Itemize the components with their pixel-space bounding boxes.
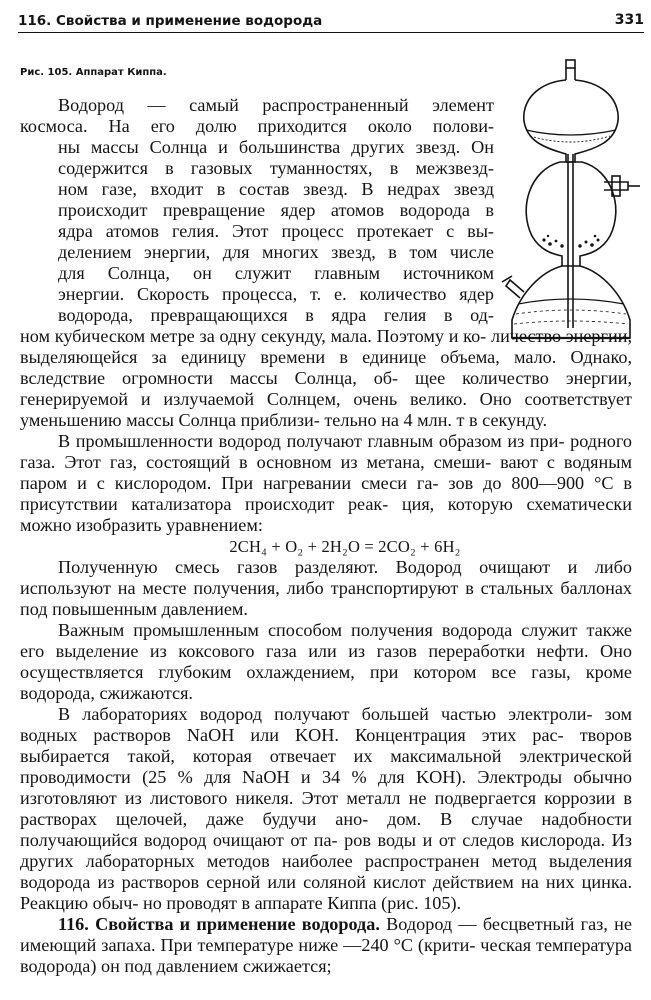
text-line: ном газе, входит в состав звезд. В недрах звезд xyxy=(58,179,494,199)
paragraph-electrolysis: В лабораториях водород получают большей частью электроли- зом водных растворов NaOH или KOH. Концентрация этих рас- творов выбирается такой, которая отвечает их максимальной электрической проводимости (25 % для NaOH и 34 % для KOH). Электроды обычно изготовляют из листового никеля. Этот металл не подвергается коррозии в растворах щелочей, даже будучи ано- дом. В случае надобности получающийся водород очищают от па- ров воды и от следов кислорода. Из других лабораторных методов наиболее распространен метод выделения водорода из растворов серной или соляной кислот действием на них цинка. Реакцию обыч- но проводят в аппарате Киппа (рис. 105). xyxy=(20,704,632,913)
paragraph-section-116 xyxy=(20,914,632,977)
paragraph-industrial-methane: В промышленности водород получают главным образом из при- родного газа. Этот газ, состоящий в основном из метана, смеши- вают с водяным паром и с кислородом. При нагревании смеси га- зов до 800—900 °С в присутствии катализатора происходит реак- ция, которую схематически можно изобразить уравнением: xyxy=(20,431,632,535)
figure-caption: Рис. 105. Аппарат Киппа. xyxy=(20,67,167,78)
text-line: Водород — самый распространенный элемент xyxy=(58,95,494,115)
text-line: космоса. На его долю приходится около полови- xyxy=(20,116,494,136)
chemical-equation: 2CH₄ + O₂ + 2H₂O = 2CO₂ + 6H₂ xyxy=(229,537,461,556)
main-text xyxy=(20,95,632,977)
text-line: ны массы Солнца и большинства других звезд. Он xyxy=(58,137,494,157)
text-line: ядра атомов гелия. Этот процесс протекает с вы- xyxy=(58,221,494,241)
running-header xyxy=(18,8,644,33)
paragraph-gas-separation: Полученную смесь газов разделяют. Водород очищают и либо используют на месте получения, либо транспортируют в стальных баллонах под повышенным давлением. xyxy=(20,557,632,619)
text-line: происходит превращение ядер атомов водорода в xyxy=(58,200,494,220)
section-heading: 116. Свойства и применение водорода. xyxy=(58,914,380,934)
text-line: содержится в газовых туманностях, в межзвезд- xyxy=(58,158,494,178)
text-line: водорода, превращающихся в ядра гелия в од- xyxy=(58,305,494,325)
section-body-text: Водород — бесцветный газ, не имеющий запаха. При температуре ниже —240 °С (крити- ческая температура водорода) он под давлением сжижается; xyxy=(20,914,632,976)
page-number: 331 xyxy=(614,12,644,28)
paragraph-intro-narrow xyxy=(20,95,632,326)
text-line: энергии. Скорость процесса, т. е. количество ядер xyxy=(58,284,494,304)
paragraph-coke-gas: Важным промышленным способом получения водорода служит также его выделение из коксового газа или из газов переработки нефти. Оно осуществляется глубоким охлаждением, при котором все газы, кроме водорода, сжижаются. xyxy=(20,620,632,703)
text-line: для Солнца, он служит главным источником xyxy=(58,263,494,283)
running-title: 116. Свойства и применение водорода xyxy=(18,13,323,29)
paragraph-intro-continued: ном кубическом метре за одну секунду, мала. Поэтому и ко- личество энергии, выделяющейся за единицу времени в единице объема, мало. Однако, вследствие огромности массы Солнца, об- щее количество энергии, генерируемой и излучаемой Солнцем, очень велико. Оно соответствует уменьшению массы Солнца приблизи- тельно на 4 млн. т в секунду. xyxy=(20,326,632,430)
text-line: делением энергии, для многих звезд, в том числе xyxy=(58,242,494,262)
